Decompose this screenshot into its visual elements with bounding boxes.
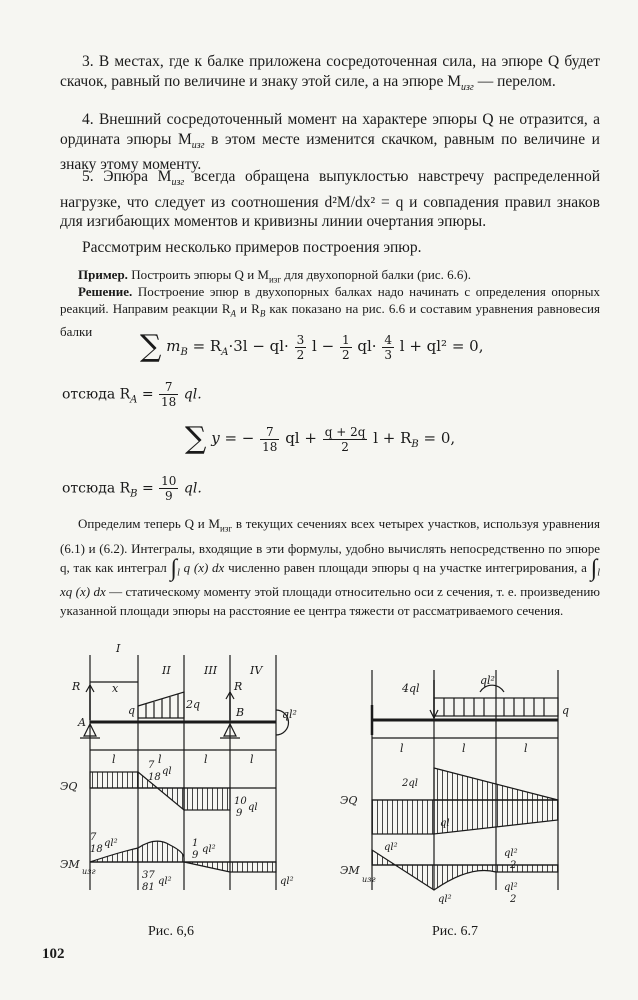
rb-label: R xyxy=(234,680,243,693)
q-diagram-label: ЭQ xyxy=(60,780,78,793)
caption-6-6: Рис. 6,6 xyxy=(148,924,194,939)
sum-symbol: ∑ xyxy=(140,329,162,364)
m-right-label: ql² xyxy=(280,876,294,887)
moment-label-67: ql² xyxy=(480,674,495,687)
q-diagram-label-67: ЭQ xyxy=(340,794,358,807)
m-left-tail: ql² xyxy=(104,838,118,849)
page-number: 102 xyxy=(42,946,65,962)
m-diagram-sub: изг xyxy=(82,867,96,876)
moment-label: ql² xyxy=(282,708,297,721)
q-right-den: 9 xyxy=(236,808,243,819)
force-label: 4ql xyxy=(402,682,420,695)
m-left-den: 18 xyxy=(90,844,103,855)
rule-4: 4. Внешний сосредоточенный момент на характере эпюры Q не отразится, а ордината эпюры $M_{изг}$ в этом месте изменится скачком, равным по величине и знаку этому моменту. xyxy=(60,111,600,174)
figure-6-7 xyxy=(340,650,590,920)
ra-label: R xyxy=(72,680,81,693)
figure-6-6 xyxy=(60,640,310,910)
rule-5: 5. Эпюра $M_{изг}$ всегда обращена выпуклостью навстречу распределенной нагрузке, что следует из соотношения d²M/dx² = q и совпадения правил знаков для изгибающих моментов и кривизны линии очертания эпюры. xyxy=(60,168,600,231)
section-label-3: III xyxy=(204,664,218,677)
q-val-1: 2ql xyxy=(402,778,418,789)
sum-symbol-2: ∑ xyxy=(185,421,207,456)
m-val-2: ql² xyxy=(438,894,452,905)
point-a-label: A xyxy=(78,716,86,729)
span-4: l xyxy=(250,753,254,766)
q-label-67: q xyxy=(562,704,570,717)
m-mid-num: 1 xyxy=(192,838,199,849)
m-diagram-sub-67: изг xyxy=(362,875,376,884)
m-mid-den: 9 xyxy=(192,850,199,861)
m-max-den: 81 xyxy=(142,882,155,893)
m-max-tail: ql² xyxy=(158,876,172,887)
m-val-4: ql² xyxy=(504,882,518,893)
example-task: Пример. Построить эпюры Q и $M_{изг}$ для двухопорной балки (рис. 6.6). xyxy=(78,267,471,285)
intro-line: Рассмотрим несколько примеров построения эпюр. xyxy=(82,239,422,256)
m-val-3: ql² xyxy=(504,848,518,859)
q-left-num: 7 xyxy=(148,760,155,771)
integral-sign-1: ∫ xyxy=(170,555,178,582)
span-67-3: l xyxy=(524,742,528,755)
integral-sign-2: ∫ xyxy=(590,555,598,582)
q2-label: 2q xyxy=(186,698,201,711)
span-67-1: l xyxy=(400,742,404,755)
q-label: q xyxy=(128,704,136,717)
span-2: l xyxy=(158,753,162,766)
q-left-tail: ql xyxy=(162,766,172,777)
m-max-num: 37 xyxy=(142,870,155,881)
m-left-num: 7 xyxy=(90,832,97,843)
q-right-tail: ql xyxy=(248,802,258,813)
reaction-rb: отсюда $R_B$ = $\frac{10}{9}$ ql. xyxy=(62,474,202,503)
m-val-4-den: 2 xyxy=(510,894,517,905)
q-right-num: 10 xyxy=(234,796,247,807)
m-diagram-label: ЭM xyxy=(60,858,80,871)
point-b-label: B xyxy=(236,706,245,719)
paragraph-integrals: Определим теперь Q и $M_{изг}$ в текущих сечениях всех четырех участков, используя уравнения (6.1) и (6.2). Интегралы, входящие в эти формулы, удобно вычислять непосредственно по эпюре q, так как интеграл $\int_l$ q (x) dx численно равен площади эпюры q на участке интегрирования, а $\int_l$ xq (x) dx — статическому моменту этой площади относительно оси z сечения, т. е. произведению указанной площади эпюры на расстояние ее центра тяжести от рассматриваемого сечения. xyxy=(60,516,601,619)
section-label-4: IV xyxy=(250,664,263,677)
q-val-2: ql xyxy=(440,818,450,829)
caption-6-7: Рис. 6.7 xyxy=(432,924,478,939)
m-diagram-label-67: ЭM xyxy=(340,864,360,877)
section-label-2: II xyxy=(162,664,171,677)
m-mid-tail: ql² xyxy=(202,844,216,855)
span-1: l xyxy=(112,753,116,766)
example-solution: Решение. Построение эпюр в двухопорных балках надо начинать с определения опорных реакций. Направим реакции $R_A$ и $R_B$ как показано на рис. 6.6 и составим уравнения равновесия балки xyxy=(60,284,600,339)
m-val-1: ql² xyxy=(384,842,398,853)
x-label: x xyxy=(112,682,119,695)
m-val-3-den: 2 xyxy=(510,860,517,871)
rule-3: 3. В местах, где к балке приложена сосредоточенная сила, на эпюре Q будет скачок, равный по величине и знаку этой силе, а на эпюре $M_{изг}$ — перелом. xyxy=(60,53,600,93)
span-3: l xyxy=(204,753,208,766)
span-67-2: l xyxy=(462,742,466,755)
q-left-den: 18 xyxy=(148,772,161,783)
equation-forces: ∑ y = − $\frac{7}{18}$ ql + $\frac{q + 2q}{2}$ $l + R_B = 0$, xyxy=(185,421,456,456)
section-label-1: I xyxy=(116,642,121,655)
equation-moments: ∑ $m_B = R_A\cdot 3l - ql\cdot$ $\frac{3}{2}$ l − $\frac{1}{2}$ ql· $\frac{4}{3}$ l + ql² = 0, xyxy=(140,329,484,364)
reaction-ra: отсюда $R_A$ = $\frac{7}{18}$ ql. xyxy=(62,380,202,409)
